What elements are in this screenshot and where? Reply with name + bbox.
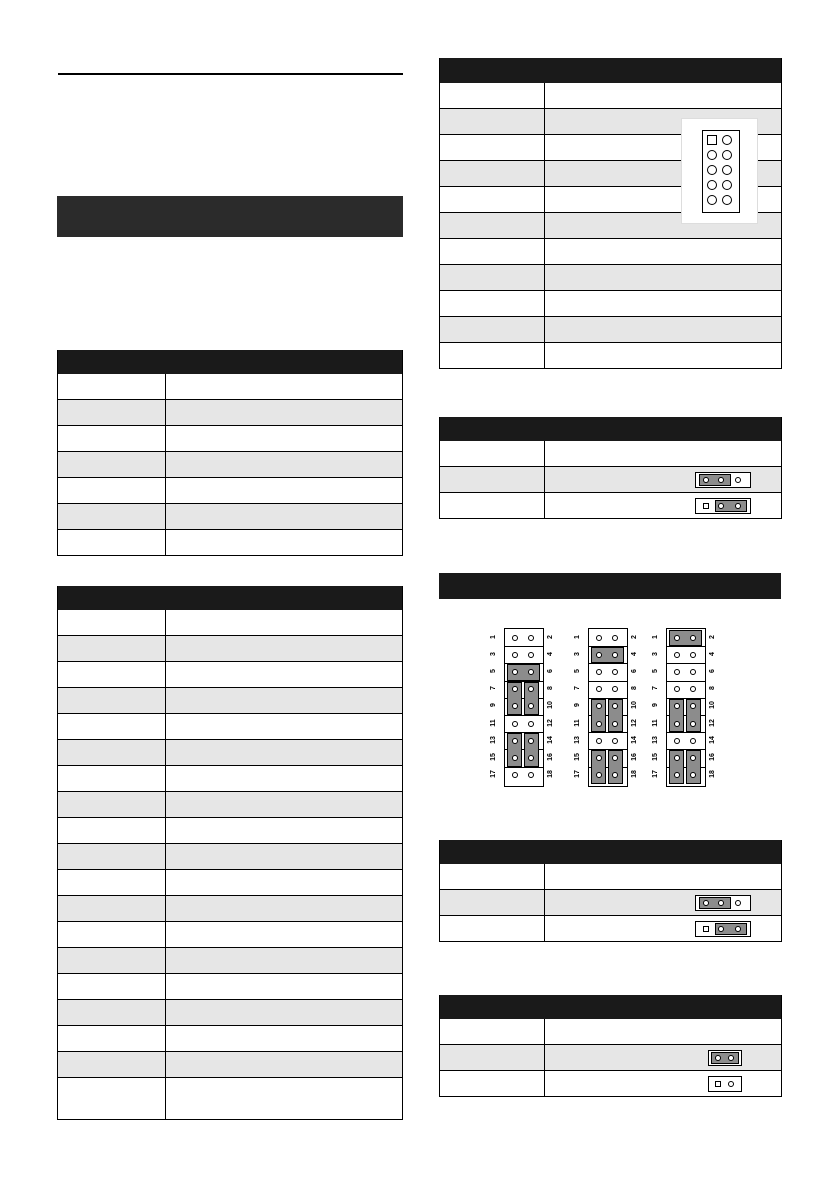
- pin-number-label: 6: [631, 669, 638, 673]
- table-cell: [440, 1071, 545, 1096]
- pin-number-label: 15: [490, 753, 497, 761]
- top-rule: [58, 73, 403, 75]
- right-table-3: [439, 840, 782, 942]
- pin-number-label: 8: [631, 686, 638, 691]
- pin-number-label: 3: [490, 651, 497, 656]
- header-pin: [722, 135, 732, 145]
- right-table-2: [439, 417, 782, 519]
- pin-number-label: 14: [631, 735, 638, 744]
- table-row: [58, 870, 402, 896]
- table-row: [440, 1071, 781, 1097]
- table-cell: [58, 1000, 166, 1025]
- pin-number-label: 1: [574, 634, 581, 639]
- table-row: [58, 478, 402, 504]
- pin-number-label: 10: [709, 701, 716, 710]
- jumper-cap-icon: [695, 921, 751, 937]
- pin-number-label: 11: [652, 718, 659, 727]
- header-pin: [707, 180, 717, 190]
- pin-number-label: 9: [652, 703, 659, 708]
- table-cell: [58, 452, 166, 477]
- table-cell: [440, 265, 545, 290]
- header-pin: [707, 135, 717, 145]
- header-pin: [722, 150, 732, 160]
- table-cell: [58, 844, 166, 869]
- right-table-4: [439, 995, 782, 1097]
- table-row: [440, 265, 781, 291]
- table-cell: [58, 530, 166, 555]
- table-cell: [58, 792, 166, 817]
- pin-number-label: 11: [574, 718, 581, 727]
- table-row: [58, 688, 402, 714]
- pin-number-label: 2: [547, 634, 554, 639]
- pin-number-label: 7: [490, 686, 497, 691]
- table-row: [440, 890, 781, 916]
- table-header: [440, 840, 781, 864]
- table-cell: [440, 1019, 545, 1044]
- table-row: [440, 1045, 781, 1071]
- table-cell: [440, 213, 545, 238]
- pin-number-label: 12: [547, 718, 554, 727]
- pin-number-label: 6: [709, 669, 716, 673]
- pin-number-label: 5: [490, 669, 497, 673]
- pin-number-label: 10: [547, 701, 554, 710]
- jumper-cap-icon: [695, 895, 751, 911]
- table-cell: [58, 870, 166, 895]
- jumper-block: [666, 628, 706, 787]
- table-cell: [58, 766, 166, 791]
- table-row: [440, 916, 781, 942]
- table-cell: [440, 493, 545, 518]
- pin-number-label: 17: [574, 770, 581, 779]
- table-cell: [58, 1026, 166, 1051]
- table-cell: [440, 916, 545, 941]
- table-row: [58, 530, 402, 556]
- left-table-2: [57, 586, 403, 1120]
- table-row: [58, 1000, 402, 1026]
- jumper-block: [588, 628, 628, 787]
- pin-number-label: 1: [652, 634, 659, 639]
- table-cell: [58, 922, 166, 947]
- pin-number-label: 14: [709, 735, 716, 744]
- pin-number-label: 16: [547, 753, 554, 761]
- table-cell: [440, 890, 545, 915]
- table-row: [58, 610, 402, 636]
- header-pin: [722, 165, 732, 175]
- table-row: [58, 1052, 402, 1078]
- header-pin: [707, 195, 717, 205]
- table-row: [58, 374, 402, 400]
- pin-number-label: 17: [490, 770, 497, 779]
- pin-number-label: 8: [709, 686, 716, 691]
- pin-number-label: 11: [490, 718, 497, 727]
- table-row: [58, 1078, 402, 1120]
- table-row: [440, 441, 781, 467]
- table-cell: [440, 864, 545, 889]
- header-pin: [707, 150, 717, 160]
- pin-number-label: 12: [631, 718, 638, 727]
- table-cell: [58, 478, 166, 503]
- header-pin: [722, 195, 732, 205]
- table-cell: [440, 135, 545, 160]
- pin-number-label: 18: [631, 770, 638, 779]
- pin-number-label: 13: [490, 735, 497, 744]
- pin-number-label: 4: [709, 651, 716, 656]
- pin-number-label: 8: [547, 686, 554, 691]
- pin-number-label: 13: [652, 735, 659, 744]
- table-row: [440, 467, 781, 493]
- table-cell: [58, 400, 166, 425]
- table-row: [58, 740, 402, 766]
- table-row: [58, 714, 402, 740]
- table-row: [58, 948, 402, 974]
- pin-number-label: 13: [574, 735, 581, 744]
- table-header: [440, 58, 781, 83]
- jumper-section-bar: [439, 573, 781, 599]
- table-cell: [58, 636, 166, 661]
- table-row: [440, 343, 781, 369]
- pin-number-label: 17: [652, 770, 659, 779]
- pin-number-label: 5: [574, 669, 581, 673]
- pin-number-label: 15: [574, 753, 581, 761]
- pin-number-label: 9: [574, 703, 581, 708]
- pin-number-label: 16: [631, 753, 638, 761]
- pin-number-label: 18: [547, 770, 554, 779]
- table-row: [440, 291, 781, 317]
- table-cell: [440, 467, 545, 492]
- pin-number-label: 14: [547, 735, 554, 744]
- table-cell: [440, 291, 545, 316]
- table-row: [58, 662, 402, 688]
- table-cell: [58, 896, 166, 921]
- table-cell: [440, 161, 545, 186]
- table-row: [440, 317, 781, 343]
- table-cell: [58, 374, 166, 399]
- table-cell: [58, 662, 166, 687]
- pin-number-label: 15: [652, 753, 659, 761]
- table-row: [58, 922, 402, 948]
- table-row: [440, 239, 781, 265]
- pin-number-label: 6: [547, 669, 554, 673]
- table-row: [58, 400, 402, 426]
- jumper-block: [504, 628, 544, 787]
- table-row: [58, 504, 402, 530]
- table-row: [58, 766, 402, 792]
- pin-number-label: 10: [631, 701, 638, 710]
- table-header: [440, 995, 781, 1019]
- pin-number-label: 2: [631, 634, 638, 639]
- pin-number-label: 12: [709, 718, 716, 727]
- left-table-1: [57, 350, 403, 556]
- table-cell: [440, 187, 545, 212]
- table-header: [440, 417, 781, 441]
- table-cell: [58, 714, 166, 739]
- table-cell: [58, 688, 166, 713]
- header-pin: [722, 180, 732, 190]
- table-row: [58, 452, 402, 478]
- table-row: [58, 426, 402, 452]
- pin-header-2x5-icon: [681, 118, 758, 224]
- table-cell: [58, 1052, 166, 1077]
- pin-number-label: 4: [547, 651, 554, 656]
- jumper-cap-icon: [695, 472, 751, 488]
- table-row: [440, 493, 781, 519]
- table-row: [58, 896, 402, 922]
- section-heading-bar: [57, 196, 403, 237]
- table-cell: [440, 317, 545, 342]
- pin-number-label: 1: [490, 634, 497, 639]
- table-row: [58, 974, 402, 1000]
- table-cell: [440, 239, 545, 264]
- table-cell: [58, 948, 166, 973]
- table-row: [58, 636, 402, 662]
- jumper-cap-icon: [708, 1076, 742, 1092]
- jumper-cap-icon: [708, 1050, 742, 1066]
- table-cell: [58, 426, 166, 451]
- header-pin: [707, 165, 717, 175]
- table-row: [58, 818, 402, 844]
- table-row: [58, 792, 402, 818]
- table-row: [440, 864, 781, 890]
- table-row: [440, 83, 781, 109]
- pin-number-label: 7: [652, 686, 659, 691]
- table-cell: [58, 740, 166, 765]
- table-cell: [58, 818, 166, 843]
- pin-number-label: 3: [574, 651, 581, 656]
- pin-number-label: 18: [709, 770, 716, 779]
- table-header: [58, 350, 402, 374]
- pin-number-label: 5: [652, 669, 659, 673]
- table-cell: [440, 1045, 545, 1070]
- pin-number-label: 2: [709, 634, 716, 639]
- table-cell: [58, 1078, 166, 1119]
- table-header: [58, 586, 402, 610]
- pin-number-label: 3: [652, 651, 659, 656]
- pin-number-label: 7: [574, 686, 581, 691]
- table-cell: [440, 83, 545, 108]
- pin-number-label: 16: [709, 753, 716, 761]
- table-cell: [440, 441, 545, 466]
- table-cell: [58, 610, 166, 635]
- pin-number-label: 4: [631, 651, 638, 656]
- table-cell: [440, 343, 545, 368]
- table-row: [58, 844, 402, 870]
- table-cell: [58, 974, 166, 999]
- jumper-cap-icon: [695, 498, 751, 514]
- table-row: [58, 1026, 402, 1052]
- table-cell: [440, 109, 545, 134]
- pin-number-label: 9: [490, 703, 497, 708]
- jumper-diagram: [470, 620, 770, 795]
- table-row: [440, 1019, 781, 1045]
- table-cell: [58, 504, 166, 529]
